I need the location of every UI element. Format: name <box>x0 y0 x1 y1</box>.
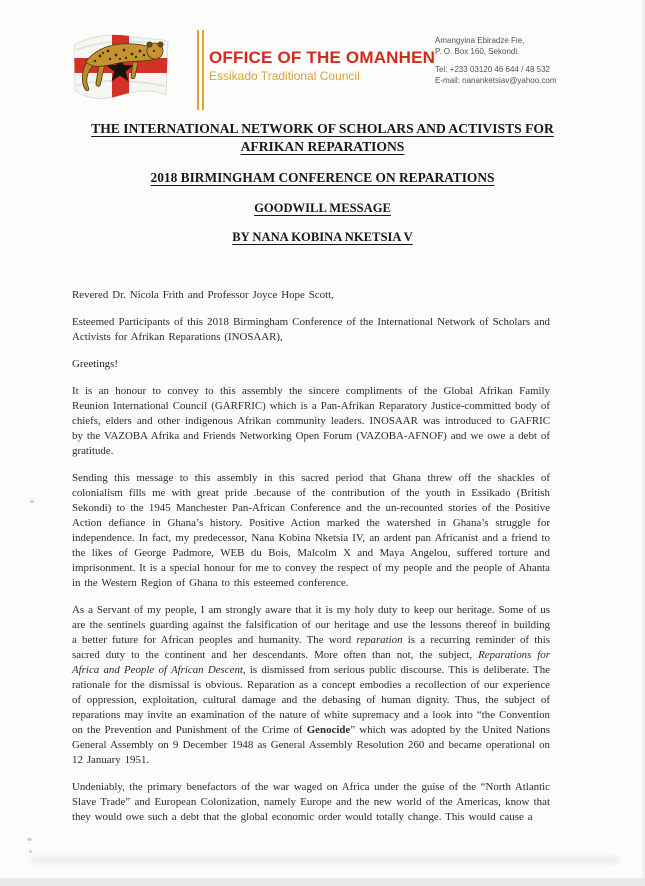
contact-block <box>435 36 557 86</box>
message-type-title: GOODWILL MESSAGE <box>254 201 391 215</box>
address-line1: Amangyina Ebiradze Fie, <box>435 36 525 45</box>
network-title: THE INTERNATIONAL NETWORK OF SCHOLARS AND ACTIVISTS FOR AFRIKAN REPARATIONS <box>91 121 554 154</box>
email: E-mail: nananketsiav@yahoo.com <box>435 75 557 85</box>
org-name: OFFICE OF THE OMANHEN <box>209 48 436 67</box>
conference-title: 2018 BIRMINGHAM CONFERENCE ON REPARATIONS <box>150 170 495 185</box>
address-line2: P. O. Box 160, Sekondi. <box>435 46 520 56</box>
paragraph: Revered Dr. Nicola Frith and Professor Joyce Hope Scott, <box>72 289 334 301</box>
scan-smudge <box>30 856 620 864</box>
paragraph: It is an honour to convey to this assembly the sincere compliments of the Global Afrikan Family Reunion International Council (GARFRIC) which is a Pan-Afrikan Reparatory Justice-committed body of chiefs, elders and other indigenous Afrikan community leaders. INOSAAR was introduced to GAFRIC by the VAZOBA Afrika and Friends Networking Open Forum (VAZOBA-AFNOF) and we owe a debt of gratitude. <box>72 385 550 457</box>
paragraph: Esteemed Participants of this 2018 Birmingham Conference of the International Network of Scholars and Activists for Afrikan Reparations (INOSAAR), <box>72 316 550 343</box>
paragraph: As a Servant of my people, I am strongly aware that it is my holy duty to keep our heritage. Some of us are the sentinels guarding against the falsification of our heritage and use the lessons thereof in building a better future for African peoples and humanity. The word reparation is a recurring reminder of this sacred duty to the continent and her descendants. More often than not, the subject, Reparations for Africa and People of African Descent, is dismissed from serious public discourse. This is deliberate. The rationale for the dismissal is obvious. Reparation as a concept embodies a recollection of our experience of oppression, exploitation, cultural damage and the debasing of human dignity. Thus, the subject of reparations may invite an examination of the nature of white supremacy and a look into “the Convention on the Prevention and Punishment of the Crime of Genocide” which was adopted by the United Nations General Assembly on 9 December 1948 as General Assembly Resolution 260 and became operational on 12 January 1951. <box>72 604 550 766</box>
paragraph: Sending this message to this assembly in this sacred period that Ghana threw off the shackles of colonialism fills me with great pride .because of the contribution of the youth in Essikado (British Sekondi) to the 1945 Manchester Pan-African Conference and the un-recounted stories of the Positive Action defiance in Ghana’s history. Positive Action marked the watershed in Ghana’s struggle for independence. In fact, my predecessor, Nana Kobina Nketsia IV, an ardent pan Africanist and a friend to the likes of George Padmore, WEB du Bois, Malcolm X and Maya Angelou, suffered torture and imprisonment. It is a special honour for me to convey the respect of my people and the people of Ahanta in the Western Region of Ghana to this esteemed conference. <box>72 472 550 589</box>
telephone: Tel: +233 03120 46 644 / 48 532 <box>435 65 550 74</box>
letter-body <box>72 288 550 837</box>
author-title: BY NANA KOBINA NKETSIA V <box>232 230 413 244</box>
gold-divider <box>197 30 204 110</box>
paragraph: Undeniably, the primary benefactors of the war waged on Africa under the guise of the “North Atlantic Slave Trade” and European Colonization, namely Europe and the new world of the Americas, know that they would owe such a debt that the global economic order would totally change. This would cause a <box>72 781 550 823</box>
scan-edge-bottom <box>0 878 645 886</box>
letterhead <box>0 26 645 116</box>
document-headings <box>65 120 580 246</box>
scan-speck <box>27 838 32 841</box>
paragraph: Greetings! <box>72 358 118 370</box>
org-subtitle: Essikado Traditional Council <box>209 69 360 83</box>
scan-speck <box>29 850 32 853</box>
scan-speck <box>30 500 34 503</box>
leopard-flag-star-emblem-icon <box>70 28 172 112</box>
